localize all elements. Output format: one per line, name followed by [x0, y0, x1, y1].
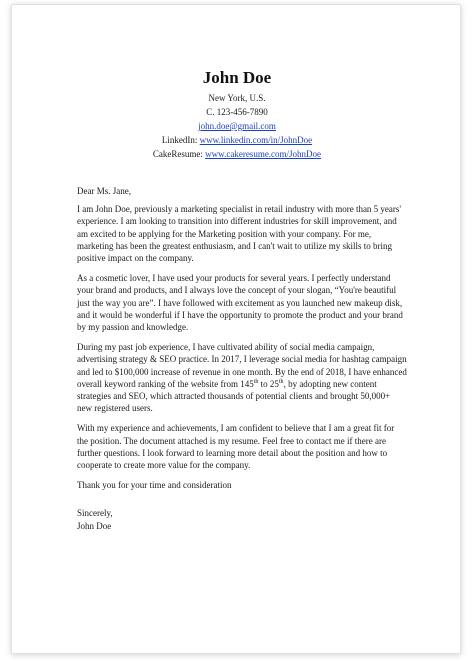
superscript-th-1: th — [253, 378, 259, 385]
paragraph-fit: With my experience and achievements, I am confident to believe that I am a great fit for the position. The document attached is my resume. Feel free to contact me if there are further questions. I look forward to learning more detail about the position and how to cooperate to create more value for the company. — [77, 423, 395, 471]
document-page — [11, 4, 461, 654]
letter-header — [12, 68, 462, 161]
signature: John Doe — [77, 520, 112, 531]
applicant-name: John Doe — [202, 68, 272, 87]
phone-line: C. 123-456-7890 — [206, 107, 268, 117]
letter-body — [77, 185, 407, 532]
linkedin-label: LinkedIn: — [161, 135, 198, 145]
paragraph-experience — [77, 341, 407, 414]
location-line: New York, U.S. — [208, 93, 266, 103]
email-line — [12, 119, 462, 133]
experience-text-c: , by adopting new content strategies and SEO, which attracted thousands of potential clients and brought 50,000+ new registered users. — [77, 378, 391, 414]
experience-text-a: During my past job experience, I have cultivated ability of social media campaign, advertising strategy & SEO practice. In 2017, I leverage social media for hashtag campaign and led to $100,000 increase of revenue in one month. By the end of 2018, I have enhanced overall keyword ranking of the website from 145 — [77, 342, 407, 389]
closing: Sincerely, — [77, 508, 113, 519]
linkedin-link[interactable]: www.linkedin.com/in/JohnDoe — [199, 135, 313, 145]
superscript-th-2: th — [278, 378, 284, 385]
cakeresume-label: CakeResume: — [152, 149, 203, 159]
paragraph-intro: I am John Doe, previously a marketing specialist in retail industry with more than 5 years' experience. I am looking to transition into different industries for skill improvement, and am excited to be applying for the Marketing position with your company. For me, marketing has been the greatest enthusiasm, and I can't wait to utilize my skills to bring positive impact on the company. — [77, 204, 402, 264]
paragraph-brand: As a cosmetic lover, I have used your products for several years. I perfectly understand your brand and products, and I always love the concept of your slogan, “You're beautiful just the way you are”. I have followed with excitement as you launched new makeup disk, and it would be wonderful if I have the opportunity to promote the product and your brand by my passion and knowledge. — [77, 273, 403, 333]
salutation: Dear Ms. Jane, — [77, 186, 131, 196]
cakeresume-line — [12, 147, 462, 161]
cakeresume-link[interactable]: www.cakeresume.com/JohnDoe — [205, 149, 322, 159]
linkedin-line — [12, 133, 462, 147]
experience-text-b: to 25 — [258, 378, 279, 389]
thanks-line: Thank you for your time and consideration — [77, 480, 232, 491]
email-link[interactable]: john.doe@gmail.com — [198, 121, 276, 131]
